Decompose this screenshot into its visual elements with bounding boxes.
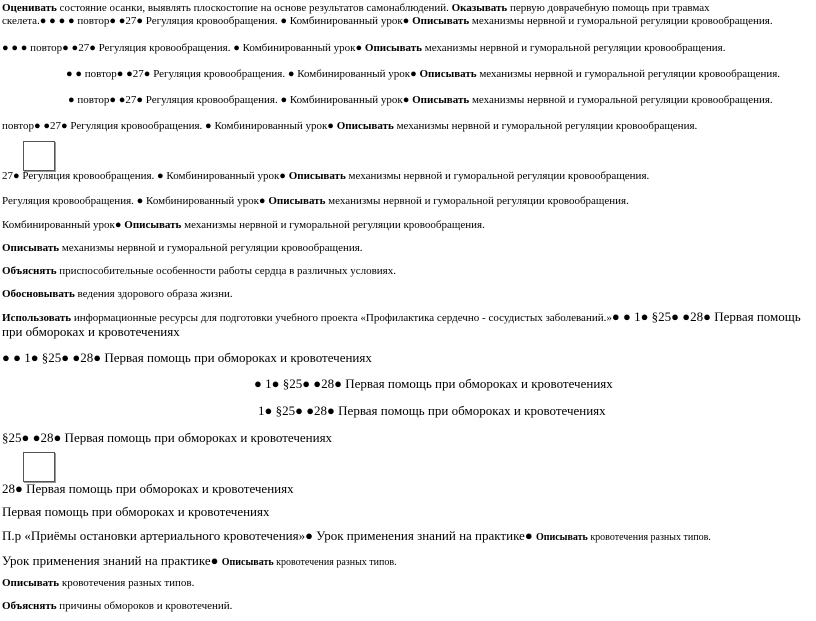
doc-line-16	[2, 430, 332, 445]
keyword: Описывать	[288, 170, 346, 182]
doc-line-12	[2, 310, 814, 340]
line-text: кровотечения разных типов.	[273, 557, 397, 568]
doc-line-14	[254, 376, 613, 391]
keyword: Описывать	[221, 557, 274, 568]
keyword: Описывать	[364, 42, 422, 54]
doc-line-3	[66, 68, 780, 81]
line-text: механизмы нервной и гуморальной регуляции кровообращения.	[469, 15, 773, 27]
keyword: Описывать	[336, 120, 394, 132]
doc-line-8	[2, 219, 485, 232]
line-text: приспособительные особенности работы сердца в различных условиях.	[56, 265, 396, 277]
line-text: состояние осанки, выявлять плоскостопие на основе результатов самонаблюдений.	[56, 2, 452, 14]
line-text: ● ● ● повтор● ●27● Регуляция кровообращения. ● Комбинированный урок●	[2, 42, 365, 54]
line-text: ● ● повтор● ●27● Регуляция кровообращения. ● Комбинированный урок●	[66, 68, 420, 80]
line-text: 1● §25● ●28● Первая помощь при обмороках и кровотечениях	[258, 403, 606, 418]
line-text: причины обмороков и кровотечений.	[56, 600, 233, 612]
line-text: Комбинированный урок●	[2, 219, 125, 231]
line-text: механизмы нервной и гуморальной регуляции кровообращения.	[421, 42, 726, 54]
keyword: Описывать	[535, 532, 588, 543]
keyword: Объяснять	[2, 600, 57, 612]
line-text: механизмы нервной и гуморальной регуляции кровообращения.	[59, 242, 363, 254]
line-text: П.р «Приёмы остановки артериального кровотечения»● Урок применения знаний на практике●	[2, 528, 536, 543]
line-text: скелета.● ● ● ● повтор● ●27● Регуляция кровообращения. ● Комбинированный урок●	[2, 15, 413, 27]
doc-line-13	[2, 350, 372, 365]
doc-line-0	[2, 2, 710, 15]
line-text: повтор● ●27● Регуляция кровообращения. ● Комбинированный урок●	[2, 120, 337, 132]
doc-line-19	[2, 528, 711, 545]
line-text: механизмы нервной и гуморальной регуляции кровообращения.	[476, 68, 781, 80]
keyword: Оказывать	[451, 2, 508, 14]
doc-line-17	[2, 481, 294, 496]
image-placeholder-box	[23, 141, 55, 171]
doc-line-6	[2, 170, 649, 183]
line-text: первую доврачебную помощь при травмах	[507, 2, 710, 14]
keyword: Описывать	[419, 68, 477, 80]
line-text: 27● Регуляция кровообращения. ● Комбинированный урок●	[2, 170, 289, 182]
line-text: Первая помощь при обмороках и кровотечениях	[2, 504, 270, 519]
doc-line-7	[2, 195, 629, 208]
doc-line-15	[258, 403, 606, 418]
line-text: механизмы нервной и гуморальной регуляции кровообращения.	[469, 94, 773, 106]
keyword: Описывать	[124, 219, 182, 231]
keyword: Использовать	[2, 312, 72, 324]
line-text: кровотечения разных типов.	[587, 532, 711, 543]
doc-line-11	[2, 288, 233, 301]
line-text: 28● Первая помощь при обмороках и кровотечениях	[2, 481, 294, 496]
line-text: ● ● 1● §25● ●28● Первая помощь при обмороках и кровотечениях	[2, 350, 372, 365]
doc-line-21	[2, 577, 194, 590]
keyword: Описывать	[268, 195, 326, 207]
line-text: ● 1● §25● ●28● Первая помощь при обмороках и кровотечениях	[254, 376, 613, 391]
doc-line-4	[68, 94, 773, 107]
doc-line-18	[2, 504, 270, 519]
keyword: Описывать	[2, 242, 60, 254]
keyword: Объяснять	[2, 265, 57, 277]
doc-line-9	[2, 242, 363, 255]
line-text: механизмы нервной и гуморальной регуляции кровообращения.	[345, 170, 650, 182]
keyword: Оценивать	[2, 2, 57, 14]
line-text: ● ● 1● §25● ●28● Первая помощь при обмороках и кровотечениях	[2, 309, 801, 339]
line-text: механизмы нервной и гуморальной регуляции кровообращения.	[181, 219, 485, 231]
line-text: Регуляция кровообращения. ● Комбинированный урок●	[2, 195, 269, 207]
keyword: Описывать	[412, 15, 470, 27]
doc-line-1	[2, 15, 773, 28]
doc-line-5	[2, 120, 697, 133]
line-text: ведения здорового образа жизни.	[74, 288, 233, 300]
line-text: механизмы нервной и гуморальной регуляции кровообращения.	[393, 120, 698, 132]
doc-line-2	[2, 42, 725, 55]
line-text: кровотечения разных типов.	[59, 577, 195, 589]
line-text: §25● ●28● Первая помощь при обмороках и кровотечениях	[2, 430, 333, 445]
line-text: механизмы нервной и гуморальной регуляции кровообращения.	[325, 195, 629, 207]
doc-line-22	[2, 600, 232, 613]
keyword: Описывать	[412, 94, 470, 106]
doc-line-20	[2, 553, 397, 570]
keyword: Обосновывать	[2, 288, 75, 300]
doc-line-10	[2, 265, 396, 278]
line-text: Урок применения знаний на практике●	[2, 553, 222, 568]
line-text: информационные ресурсы для подготовки учебного проекта «Профилактика сердечно - сосудистых заболеваний.»	[71, 312, 612, 324]
keyword: Описывать	[2, 577, 60, 589]
line-text: ● повтор● ●27● Регуляция кровообращения. ● Комбинированный урок●	[68, 94, 413, 106]
image-placeholder-box	[23, 452, 55, 482]
